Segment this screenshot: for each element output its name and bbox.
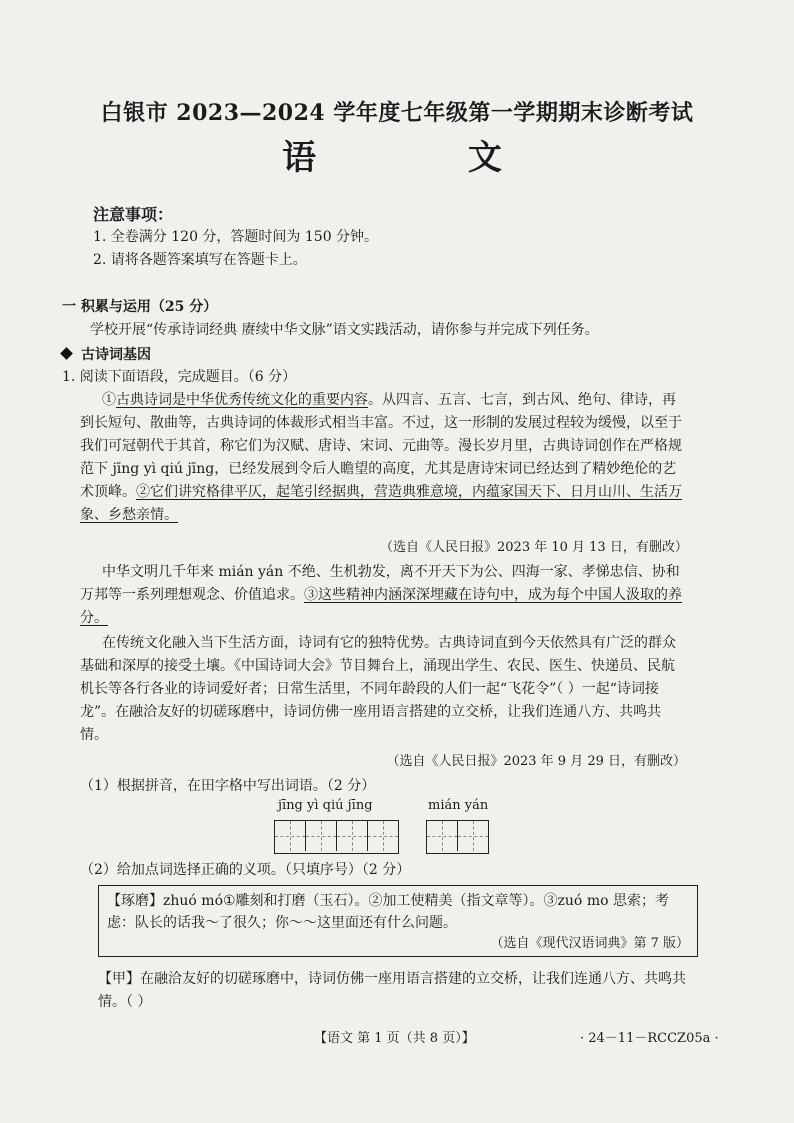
grid-cell[interactable]: [337, 821, 368, 851]
source-note-2: （选自《人民日报》2023 年 9 月 29 日，有删改）: [386, 754, 686, 769]
underlined-sentence-2: ②它们讲究格律平仄，起笔引经据典，营造典雅意境，内蕴家国天下、日月山川、生活万象、乡愁亲情。: [80, 484, 682, 523]
answer-grid-2[interactable]: [426, 820, 489, 854]
notice-item-1: 1. 全卷满分 120 分，答题时间为 150 分钟。: [93, 229, 379, 245]
underlined-sentence-1: 古典诗词是中华优秀传统文化的重要内容: [116, 392, 368, 408]
grid-cell[interactable]: [368, 821, 398, 851]
pinyin-label-1: jīng yì qiú jīng: [278, 798, 373, 813]
answer-grid-1[interactable]: [274, 820, 399, 854]
grid-cell[interactable]: [275, 821, 306, 851]
dictionary-entry-box: [98, 885, 698, 957]
passage-paragraph-2: 中华文明几千年来 mián yán 不绝、生机勃发，离不开天下为公、四海一家、孝悌忠信、协和万邦等一系列理想观念、价值追求。③这些精神内涵深深埋藏在诗句中，成为每个中国人汲取的养分。: [80, 564, 682, 626]
sub-heading: 古诗词基因: [62, 344, 151, 364]
diamond-icon: [60, 347, 73, 360]
dictionary-line-1: 【琢磨】zhuó mó①雕刻和打磨（玉石）。②加工使精美（指文章等）。③zuó mo 思索；考: [107, 893, 669, 909]
paper-code: · 24－11－RCCZ05a ·: [580, 1031, 719, 1046]
subject-title: 语 文: [282, 138, 572, 178]
grid-cell[interactable]: [306, 821, 337, 851]
notice-item-2: 2. 请将各题答案填写在答题卡上。: [93, 252, 307, 268]
dictionary-source: （选自《现代汉语词典》第 7 版）: [490, 936, 689, 951]
page-number: 【语文 第 1 页（共 8 页）】: [314, 1031, 475, 1046]
item-jia: 【甲】在融洽友好的切磋琢磨中，诗词仿佛一座用语言搭建的立交桥，让我们连通八方、共鸣共情。（ ）: [98, 971, 686, 1010]
passage-paragraph-3: 在传统文化融入当下生活方面，诗词有它的独特优势。古典诗词直到今天依然具有广泛的群众基础和深厚的接受土壤。《中国诗词大会》节目舞台上，涌现出学生、农民、医生、快递员、民航机长等各行各业的诗词爱好者；日常生活里，不同年龄段的人们一起“飞花令”（ ）一起“诗词接龙”。在融洽友好的切磋琢磨中，诗词仿佛一座用语言搭建的立交桥，让我们连通八方、共鸣共情。: [80, 635, 676, 743]
section-title: 一 积累与运用（25 分）: [62, 299, 218, 315]
exam-title: 白银市 2023—2024 学年度七年级第一学期期末诊断考试: [100, 100, 694, 126]
grid-cell[interactable]: [458, 821, 488, 851]
source-note-1: （选自《人民日报》2023 年 10 月 13 日，有删改）: [380, 540, 688, 555]
question-1: 1. 阅读下面语段，完成题目。（6 分）: [62, 369, 297, 385]
dictionary-line-2: 虑：队长的话我～了很久；你～～这里面还有什么问题。: [107, 915, 457, 931]
pinyin-label-2: mián yán: [428, 798, 489, 813]
question-1-2: （2）给加点词选择正确的义项。（只填序号）（2 分）: [80, 862, 411, 878]
notice-title: 注意事项：: [93, 205, 174, 224]
section-intro: 学校开展“传承诗词经典 赓续中华文脉”语文实践活动，请你参与并完成下列任务。: [90, 322, 599, 338]
passage-paragraph-1: ①古典诗词是中华优秀传统文化的重要内容。从四言、五言、七言，到古风、绝句、律诗，再到长短句、散曲等，古典诗词的体裁形式相当丰富。不过，这一形制的发展过程较为缓慢，以至于我们可冠朝代于其首，称它们为汉赋、唐诗、宋词、元曲等。漫长岁月里，古典诗词创作在严格规范下 jīng yì qiú jīng，已经发展到令后人瞻望的高度，尤其是唐诗宋词已经达到了精妙绝伦的艺术顶峰。②它们讲究格律平仄，起笔引经据典，营造典雅意境，内蕴家国天下、日月山川、生活万象、乡愁亲情。: [80, 392, 682, 523]
question-1-1: （1）根据拼音，在田字格中写出词语。（2 分）: [80, 778, 376, 794]
underlined-sentence-3: ③这些精神内涵深深埋藏在诗句中，成为每个中国人汲取的养分。: [80, 587, 682, 626]
grid-cell[interactable]: [427, 821, 458, 851]
